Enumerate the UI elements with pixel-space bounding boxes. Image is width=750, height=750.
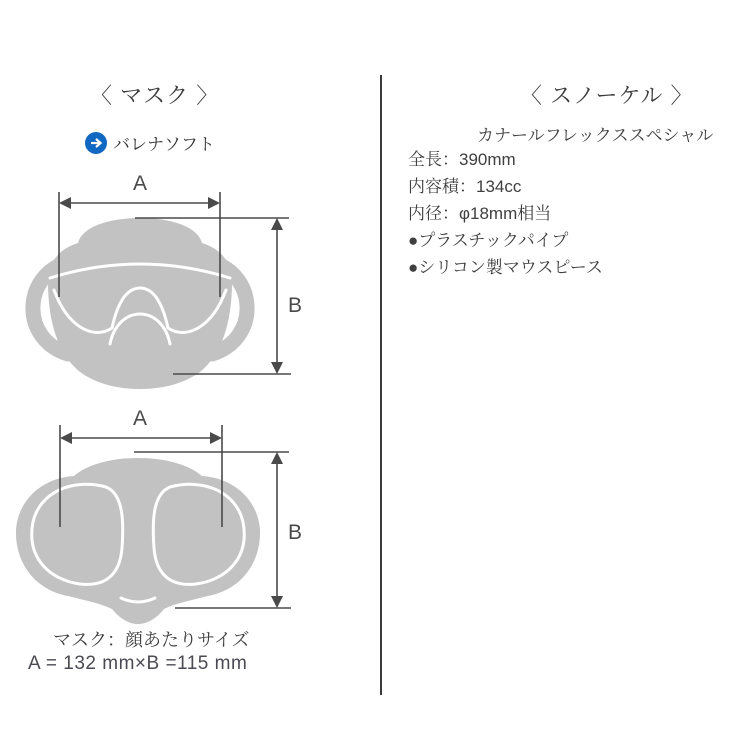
mask-feature-row — [85, 130, 215, 155]
snorkel-product-name: カナールフレックススペシャル — [477, 126, 714, 145]
mask-silhouette — [33, 218, 247, 389]
dim-a-label: A — [132, 172, 148, 195]
dim-a-label: A — [132, 408, 148, 430]
spec-pipe-material: ●プラスチックパイプ — [408, 231, 569, 250]
snorkel-section-title: 〈 スノーケル 〉 — [520, 83, 694, 108]
spec-mouthpiece-material: ●シリコン製マウスピース — [408, 258, 603, 277]
spec-inner-diameter: 内径：φ18mm相当 — [408, 204, 552, 223]
arrow-right-circle-icon — [85, 132, 107, 154]
mask-diagram-two-lens — [10, 408, 325, 648]
mask-size-caption: マスク：顔あたりサイズ — [53, 630, 250, 650]
spec-inner-volume: 内容積：134cc — [408, 177, 522, 196]
mask-silhouette — [16, 458, 260, 624]
arrow-right-glyph — [89, 136, 103, 150]
mask-section-title: 〈 マスク 〉 — [90, 83, 220, 108]
mask-diagram-single-lens — [10, 170, 320, 395]
dim-b-label: B — [287, 294, 303, 317]
dim-b-label: B — [287, 521, 303, 544]
spec-total-length: 全長：390mm — [408, 150, 516, 169]
mask-feature-label: バレナソフト — [113, 135, 215, 154]
mask-size-values: A = 132 mm×B =115 mm — [28, 653, 248, 674]
column-divider — [380, 75, 382, 695]
snorkel-spec-list — [408, 146, 603, 281]
